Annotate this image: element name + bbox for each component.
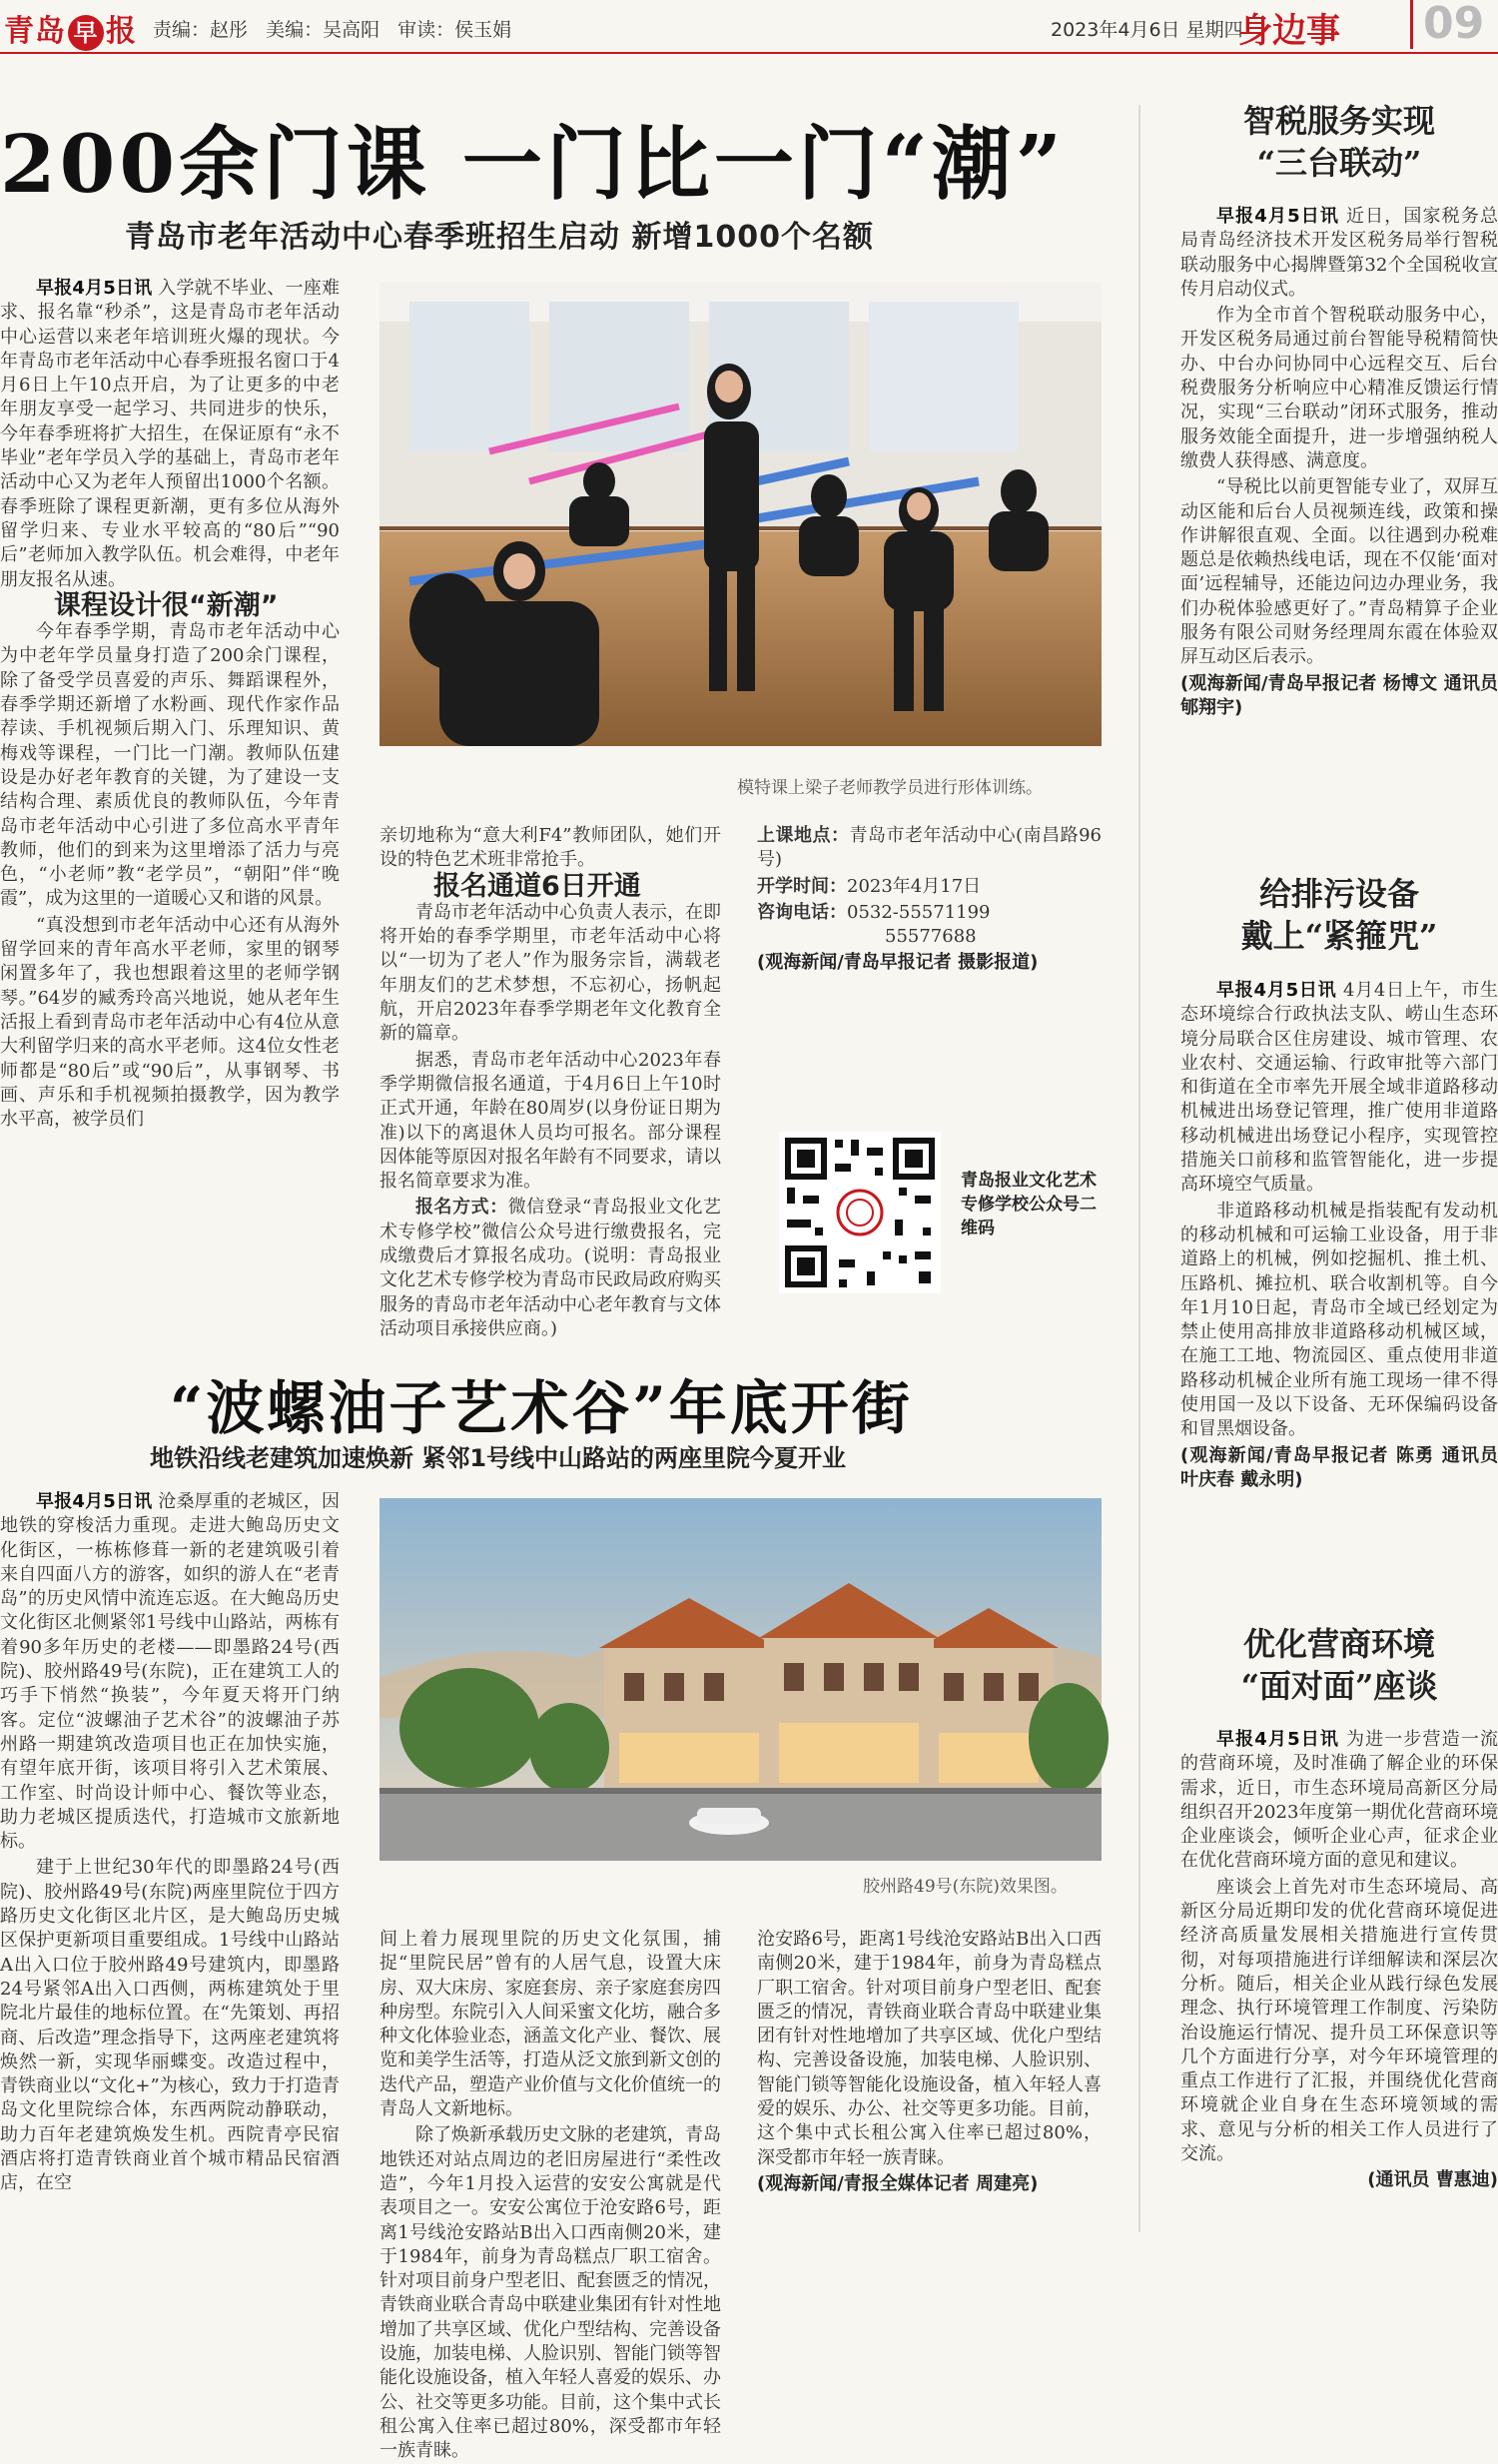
article1-column-3 xyxy=(757,824,1102,1114)
article1-photo xyxy=(379,282,1102,746)
sidebar1-title: 智税服务实现 “三台联动” xyxy=(1242,102,1435,182)
sidebar2-byline: (观海新闻/青岛早报记者 陈勇 通讯员 叶庆春 戴永明) xyxy=(1180,1444,1498,1490)
signup-method: 微信登录“青岛报业文化艺术专修学校”微信公众号进行缴费报名，完成缴费后才算报名成功。(说明：青岛报业文化艺术专修学校为青岛市民政局政府购买服务的青岛市老年活动中心老年教育与文体活动项目承接供应商。) xyxy=(379,1197,721,1339)
qr-code-description: 青岛报业文化艺术专修学校公众号二维码 xyxy=(961,1171,1097,1238)
sidebar3-paragraph-2: 座谈会上首先对市生态环境局、高新区分局近期印发的优化营商环境促进经济高质量发展相关措施进行宣传贯彻，对每项措施进行详细解读和深层次分析。随后，相关企业从践行绿色发展理念、执行环境管理工作制度、污染防治设施运行情况、提升员工环保意识等几个方面进行分享，对今年环境管理的重点工作进行了汇报，并围绕优化营商环境就企业自身在生态环境领域的需求、意见与分析的相关工作人员进行了交流。 xyxy=(1180,1876,1498,2165)
article1-section-heading-1: 课程设计很“新潮” xyxy=(54,589,279,621)
column-divider xyxy=(1138,105,1140,2232)
article1-photo-caption: 模特课上梁子老师教学员进行形体训练。 xyxy=(737,778,1043,798)
dance-class-photo xyxy=(379,282,1102,746)
article1-paragraph-1: 入学就不毕业、一座难求、报名靠“秒杀”，这是青岛市老年活动中心运营以来老年培训班火爆的现状。今年青岛市老年活动中心春季班报名窗口于4月6日上午10点开启，为了让更多的中老年朋友享受一起学习、共同进步的快乐，今年春季班将扩大招生，在保证原有“永不毕业”老年学员入学的基础上，青岛市老年活动中心又为老年人预留出1000个名额。春季班除了课程更新潮，更有多位从海外留学归来、专业水平较高的“80后”“90后”老师加入教学队伍。机会难得，中老年朋友报名从速。 xyxy=(0,278,340,590)
article2-photo-caption: 胶州路49号(东院)效果图。 xyxy=(863,1877,1068,1897)
article1-byline: (观海新闻/青岛早报记者 摄影报道) xyxy=(757,952,1039,974)
sidebar1-paragraph-1: 近日，国家税务总局青岛经济技术开发区税务局举行智税联动服务中心揭牌暨第32个全国税收宣传月启动仪式。 xyxy=(1180,206,1498,300)
article2-column-3 xyxy=(757,1928,1102,2240)
article1-paragraph-3-continued: 亲切地称为“意大利F4”教师团队，她们开设的特色艺术班非常抢手。 xyxy=(379,825,721,871)
sidebar3-byline: (通讯员 曹惠迪) xyxy=(1367,2169,1498,2191)
article2-paragraph-2: 建于上世纪30年代的即墨路24号(西院)、胶州路49号(东院)两座里院位于四方路历史文化街区北片区，是大鲍岛历史城区保护更新项目重要组成。1号线中山路站A出入口位于胶州路49号建筑内，即墨路24号紧邻A出入口西侧，两栋建筑处于里院北片最佳的地标位置。在“先策划、再招商、后改造”理念指导下，这两座老建筑将焕然一新，实现华丽蝶变。改造过程中，青铁商业以“文化+”为核心，致力于打造青岛文化里院综合体，东西两院动静联动，助力百年老建筑焕发生机。西院青亭民宿酒店将打造青铁商业首个城市精品民宿酒店，在空 xyxy=(0,1857,340,2194)
sidebar1-paragraph-3: “导税比以前更智能专业了，双屏互动区能和后台人员视频连线，政策和操作讲解很直观、全面。以往遇到办税难题总是依赖热线电话，现在不仅能‘面对面’远程辅导，还能边问边办理业务，我们办税体验感更好了。”青岛精算子企业服务有限公司财务经理周东霞在体验双屏互动区后表示。 xyxy=(1180,476,1498,668)
article1-column-1 xyxy=(0,277,340,1295)
article1-lead: 早报4月5日讯 xyxy=(36,278,153,299)
article2-paragraph-1: 沧桑厚重的老城区，因地铁的穿梭活力重现。走进大鲍岛历史文化街区，一栋栋修葺一新的老建筑吸引着来自四面八方的游客，如织的游人在“老青岛”的历史风情中流连忘返。在大鲍岛历史文化街区北侧紧邻1号线中山路站，两栋有着90多年历史的老楼——即墨路24号(西院)、胶州路49号(东院)，正在建筑工人的巧手下悄然“换装”，今年夏天将开门纳客。定位“波螺油子艺术谷”的波螺油子苏州路一期建筑改造项目也正在加快实施，有望年底开街，该项目将引入艺术策展、工作室、时尚设计师中心、餐饮等业态，助力老城区提质迭代，打造城市文旅新地标。 xyxy=(0,1491,340,1853)
masthead xyxy=(0,0,1498,54)
article1-subhead: 青岛市老年活动中心春季班招生启动 新增1000个名额 xyxy=(125,220,874,255)
article1-paragraph-3: “真没想到市老年活动中心还有从海外留学回来的青年高水平老师，家里的钢琴闲置多年了，我也想跟着这里的老师学钢琴。”64岁的臧秀玲高兴地说，她从老年生活报上看到青岛市老年活动中心有4位从意大利留学归来的高水平老师。这4位女性老师都是“80后”或“90后”，从事钢琴、书画、声乐和手机视频拍摄教学，因为教学水平高，被学员们 xyxy=(0,914,340,1131)
sidebar3-lead: 早报4月5日讯 xyxy=(1216,1729,1340,1750)
article2-lead: 早报4月5日讯 xyxy=(36,1491,153,1512)
phone-2: 55577688 xyxy=(885,926,977,948)
page-number: 09 xyxy=(1410,0,1484,49)
editor-credit: 责编：赵彤 xyxy=(153,19,249,41)
start-date: 2023年4月17日 xyxy=(847,875,982,897)
issue-date: 2023年4月6日 星期四 xyxy=(1051,19,1243,41)
newspaper-logo[interactable]: 青岛 早 报 xyxy=(4,14,137,49)
editor-credits xyxy=(153,15,523,42)
sidebar2-body xyxy=(1180,979,1498,1553)
article1-paragraph-5: 据悉，青岛市老年活动中心2023年春季学期微信报名通道，于4月6日上午10时正式开通，年龄在80周岁(以身份证日期为准)以下的离退休人员均可报名。部分课程因体能等原因对报名年龄有不同要求，请以报名简章要求为准。 xyxy=(379,1049,721,1193)
article1-headline: 200余门课 一门比一门“潮” xyxy=(0,117,1066,211)
sidebar2-title: 给排污设备 戴上“紧箍咒” xyxy=(1240,875,1438,955)
sidebar2-lead: 早报4月5日讯 xyxy=(1216,980,1337,1001)
qr-code-icon xyxy=(779,1132,941,1293)
sidebar1-paragraph-2: 作为全市首个智税联动服务中心，开发区税务局通过前台智能导税精简快办、中台办问协同中心远程交互、后台税费服务分析响应中心精准反馈运行情况，实现“三台联动”闭环式服务，推动服务效能全面提升，进一步增强纳税人缴费人获得感、满意度。 xyxy=(1180,305,1498,471)
phone-label: 咨询电话： xyxy=(757,901,847,923)
article1-column-2 xyxy=(379,824,721,1339)
start-date-label: 开学时间： xyxy=(757,875,847,897)
qr-code[interactable] xyxy=(779,1132,941,1293)
sidebar3-title: 优化营商环境 “面对面”座谈 xyxy=(1240,1625,1438,1705)
sidebar2-paragraph-1: 4月4日上午，市生态环境综合行政执法支队、崂山生态环境分局联合区住房建设、城市管理、农业农村、交通运输、行政审批等六部门和街道在全市率先开展全域非道路移动机械进出场登记管理，推广使用非道路移动机械进出场登记小程序，实现管控措施关口前移和监管智能化，进一步提高环境空气质量。 xyxy=(1180,980,1498,1196)
sidebar3-body xyxy=(1180,1728,1498,2240)
building-rendering-photo xyxy=(379,1498,1102,1861)
article1-paragraph-4: 青岛市老年活动中心负责人表示，在即将开始的春季学期里，市老年活动中心将以“一切为了老人”作为服务宗旨，满载老年朋友们的艺术梦想，不忘初心，扬帆起航，开启2023年春季学期老年文化教育全新的篇章。 xyxy=(379,901,721,1045)
signup-method-label: 报名方式： xyxy=(415,1197,508,1219)
article2-photo xyxy=(379,1498,1102,1861)
article2-paragraph-4-continued: 沧安路6号，距离1号线沧安路站B出入口西南侧20米，建于1984年，前身为青岛糕点厂职工宿舍。针对项目前身户型老旧、配套匮乏的情况，青铁商业联合青岛中联建业集团有针对性地增加了共享区域、优化户型结构、完善设备设施，加装电梯、人脸识别、智能门锁等智能化设施设备，植入年轻人喜爱的娱乐、办公、社交等更多功能。目前，这个集中式长租公寓入住率已超过80%，深受都市年轻一族青睐。 xyxy=(757,1929,1102,2168)
class-location: 青岛市老年活动中心(南昌路96号) xyxy=(757,825,1103,871)
sidebar3-paragraph-1: 为进一步营造一流的营商环境，及时准确了解企业的环保需求，近日，市生态环境局高新区分局组织召开2023年度第一期优化营商环境企业座谈会，倾听企业心声，征求企业在优化营商环境方面的意见和建议。 xyxy=(1180,1729,1498,1872)
location-label: 上课地点： xyxy=(757,825,850,846)
sidebar2-paragraph-2: 非道路移动机械是指装配有发动机的移动机械和可运输工业设备，用于非道路上的机械，例如挖掘机、推土机、压路机、摊拉机、联合收割机等。自今年1月10日起，青岛市全域已经划定为禁止使用高排放非道路移动机械区域，在施工工地、物流园区、重点使用非道路移动机械企业所有施工现场一律不得使用国一及以下设备、无环保编码设备和冒黑烟设备。 xyxy=(1180,1200,1498,1440)
proof-credit: 审读：侯玉娟 xyxy=(397,19,512,41)
article2-subhead: 地铁沿线老建筑加速焕新 紧邻1号线中山路站的两座里院今夏开业 xyxy=(150,1444,847,1472)
article2-byline: (观海新闻/青报全媒体记者 周建亮) xyxy=(757,2172,1039,2194)
section-name: 身边事 xyxy=(1238,11,1340,51)
article2-paragraph-4: 除了焕新承载历史文脉的老建筑，青岛地铁还对站点周边的老旧房屋进行“柔性改造”，今年1月投入运营的安安公寓就是代表项目之一。安安公寓位于沧安路6号，距离1号线沧安路站B出入口西南侧20米，建于1984年，前身为青岛糕点厂职工宿舍。针对项目前身户型老旧、配套匮乏的情况，青铁商业联合青岛中联建业集团有针对性地增加了共享区域、优化户型结构、完善设备设施，加装电梯、人脸识别、智能门锁等智能化设施设备，植入年轻人喜爱的娱乐、办公、社交等更多功能。目前，这个集中式长租公寓入住率已超过80%，深受都市年轻一族青睐。 xyxy=(379,2124,721,2462)
designer-credit: 美编：吴高阳 xyxy=(266,19,380,41)
article1-paragraph-2: 今年春季学期，青岛市老年活动中心为中老年学员量身打造了200余门课程，除了备受学员喜爱的声乐、舞蹈课程外，春季学期还新增了水粉画、现代作家作品荐读、手机视频后期入门、乐理知识、黄梅戏等课程，一门比一门潮。教师队伍建设是办好老年教育的关键，为了建设一支结构合理、素质优良的教师队伍，今年青岛市老年活动中心引进了多位高水平青年教师，他们的到来为这里增添了活力与亮色，“小老师”教“老学员”，“朝阳”伴“晚霞”，成为这里的一道暖心又和谐的风景。 xyxy=(0,621,340,910)
article2-headline: “波螺油子艺术谷”年底开街 xyxy=(170,1374,913,1442)
sidebar1-byline: (观海新闻/青岛早报记者 杨博文 通讯员 郇翔宇) xyxy=(1180,672,1498,718)
sidebar1-lead: 早报4月5日讯 xyxy=(1216,206,1340,227)
article2-paragraph-3: 间上着力展现里院的历史文化氛围，捕捉“里院民居”曾有的人居气息，设置大床房、双大床房、家庭套房、亲子家庭套房四种房型。东院引入人间采蜜文化坊，融合多种文化体验业态，涵盖文化产业、餐饮、展览和美学生活等，打造从泛文旅到新文创的迭代产品，塑造产业价值与文化价值统一的青岛人文新地标。 xyxy=(379,1929,721,2120)
phone-1: 0532-55571199 xyxy=(847,901,991,923)
article1-section-heading-2: 报名通道6日开通 xyxy=(433,870,641,902)
article2-column-1 xyxy=(0,1490,340,2240)
sidebar1-body xyxy=(1180,205,1498,804)
article2-column-2 xyxy=(379,1928,721,2462)
